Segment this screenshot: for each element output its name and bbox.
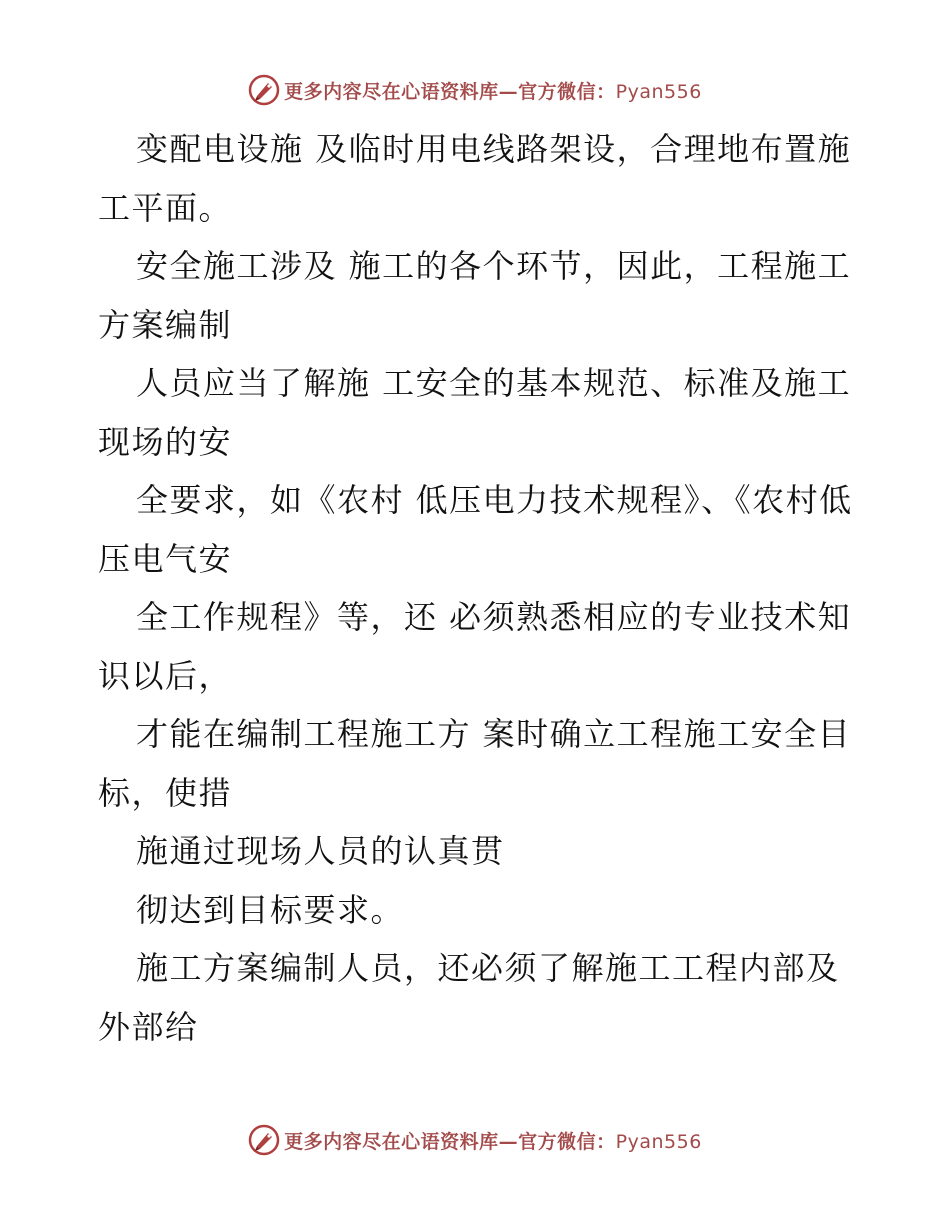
paragraph: 施通过现场人员的认真贯 xyxy=(136,832,505,870)
paragraph: 施工方案编制人员，还必须了解施工工程内部及外部给 xyxy=(98,949,840,1046)
paragraph: 才能在编制工程施工方 案时确立工程施工安全目标，使措 xyxy=(98,715,852,812)
document-body xyxy=(98,120,858,1056)
header-watermark xyxy=(0,70,950,110)
paragraph: 全要求，如《农村 低压电力技术规程》、《农村低压电气安 xyxy=(98,481,853,578)
paragraph: 全工作规程》等，还 必须熟悉相应的专业技术知识以后， xyxy=(98,598,852,695)
watermark-text: 更多内容尽在心语资料库—官方微信：Pyan556 xyxy=(284,80,702,103)
pen-nib-logo-icon xyxy=(248,74,280,106)
paragraph: 安全施工涉及 施工的各个环节，因此，工程施工方案编制 xyxy=(98,247,852,344)
footer-watermark xyxy=(0,1120,950,1160)
paragraph: 变配电设施 及临时用电线路架设，合理地布置施工平面。 xyxy=(98,130,852,227)
paragraph: 人员应当了解施 工安全的基本规范、标准及施工现场的安 xyxy=(98,364,852,461)
watermark-text: 更多内容尽在心语资料库—官方微信：Pyan556 xyxy=(284,1130,702,1153)
paragraph: 彻达到目标要求。 xyxy=(136,890,405,929)
pen-nib-logo-icon xyxy=(248,1124,280,1156)
